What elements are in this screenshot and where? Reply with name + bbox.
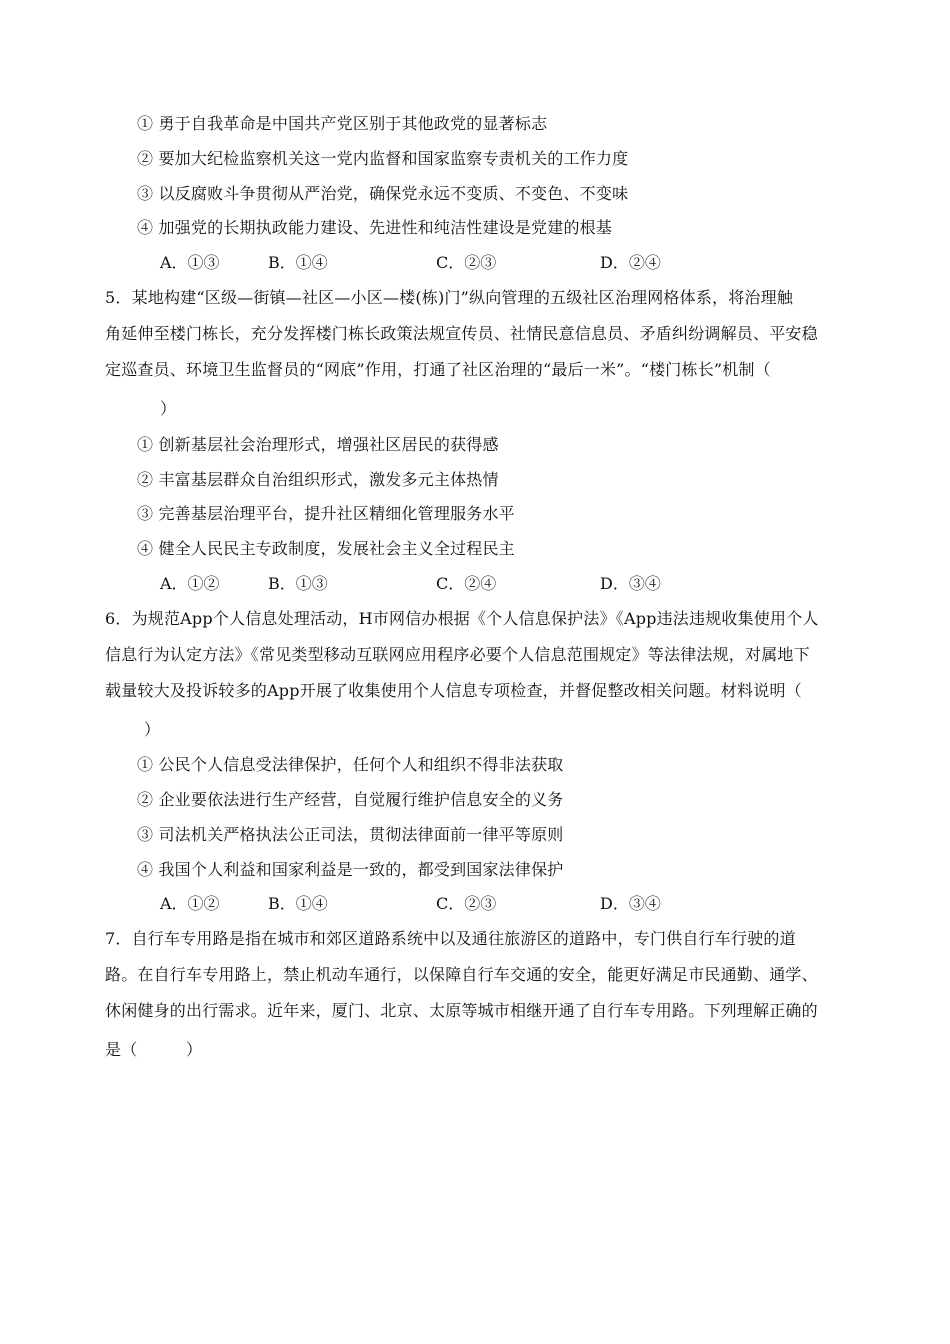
- q5-option-3: ③ 完善基层治理平台，提升社区精细化管理服务水平: [137, 504, 515, 523]
- q4-choice-b: B．①④: [268, 253, 328, 272]
- q5-choice-d: D．③④: [600, 574, 661, 593]
- q4-option-3: ③ 以反腐败斗争贯彻从严治党，确保党永远不变质、不变色、不变味: [137, 184, 629, 203]
- q4-option-1: ① 勇于自我革命是中国共产党区别于其他政党的显著标志: [137, 114, 548, 133]
- q6-stem-line-1: 6．为规范App个人信息处理活动，H市网信办根据《个人信息保护法》《App违法违规收集使用个人: [105, 609, 819, 628]
- q7-stem-line-3: 休闲健身的出行需求。近年来，厦门、北京、太原等城市相继开通了自行车专用路。下列理解正确的: [105, 1001, 818, 1020]
- q5-stem-line-1: 5．某地构建“区级—街镇—社区—小区—楼(栋)门”纵向管理的五级社区治理网格体系，将治理触: [105, 288, 794, 307]
- q4-choice-d: D．②④: [600, 253, 661, 272]
- q4-option-2: ② 要加大纪检监察机关这一党内监督和国家监察专责机关的工作力度: [137, 149, 629, 168]
- q4-option-4: ④ 加强党的长期执政能力建设、先进性和纯洁性建设是党建的根基: [137, 218, 613, 237]
- q5-stem-line-2: 角延伸至楼门栋长，充分发挥楼门栋长政策法规宣传员、社情民意信息员、矛盾纠纷调解员、平安稳: [105, 324, 818, 343]
- q5-option-1: ① 创新基层社会治理形式，增强社区居民的获得感: [137, 435, 499, 454]
- q7-stem-line-1: 7．自行车专用路是指在城市和郊区道路系统中以及通往旅游区的道路中，专门供自行车行驶的道: [105, 929, 796, 948]
- q4-choice-c: C．②③: [436, 253, 497, 272]
- q6-option-2: ② 企业要依法进行生产经营，自觉履行维护信息安全的义务: [137, 790, 564, 809]
- q6-choice-c: C．②③: [436, 894, 497, 913]
- q4-choices: [160, 253, 720, 273]
- q6-choice-a: A．①②: [160, 894, 220, 913]
- q6-choice-d: D．③④: [600, 894, 661, 913]
- q5-choice-c: C．②④: [436, 574, 497, 593]
- q5-choices: [160, 574, 720, 594]
- q4-choice-a: A．①③: [160, 253, 220, 272]
- q5-stem-line-3: 定巡查员、环境卫生监督员的“网底”作用，打通了社区治理的“最后一米”。“楼门栋长”机制（: [105, 360, 771, 379]
- q5-option-4: ④ 健全人民民主专政制度，发展社会主义全过程民主: [137, 539, 515, 558]
- q5-option-2: ② 丰富基层群众自治组织形式，激发多元主体热情: [137, 470, 499, 489]
- q5-stem-line-4: ）: [160, 399, 177, 418]
- q6-stem-line-4: ）: [144, 720, 161, 739]
- q6-stem-line-3: 载量较大及投诉较多的App开展了收集使用个人信息专项检查，并督促整改相关问题。材料说明（: [105, 681, 802, 700]
- q6-stem-line-2: 信息行为认定方法》《常见类型移动互联网应用程序必要个人信息范围规定》等法律法规，对属地下: [105, 645, 810, 664]
- q6-option-3: ③ 司法机关严格执法公正司法，贯彻法律面前一律平等原则: [137, 825, 564, 844]
- q5-choice-a: A．①②: [160, 574, 220, 593]
- q7-stem-line-2: 路。在自行车专用路上，禁止机动车通行，以保障自行车交通的安全，能更好满足市民通勤、通学、: [105, 965, 818, 984]
- q6-option-4: ④ 我国个人利益和国家利益是一致的，都受到国家法律保护: [137, 860, 564, 879]
- q6-option-1: ① 公民个人信息受法律保护，任何个人和组织不得非法获取: [137, 755, 564, 774]
- q6-choices: [160, 894, 720, 914]
- q7-stem-line-4: 是（ ）: [105, 1040, 203, 1059]
- q6-choice-b: B．①④: [268, 894, 328, 913]
- q5-choice-b: B．①③: [268, 574, 328, 593]
